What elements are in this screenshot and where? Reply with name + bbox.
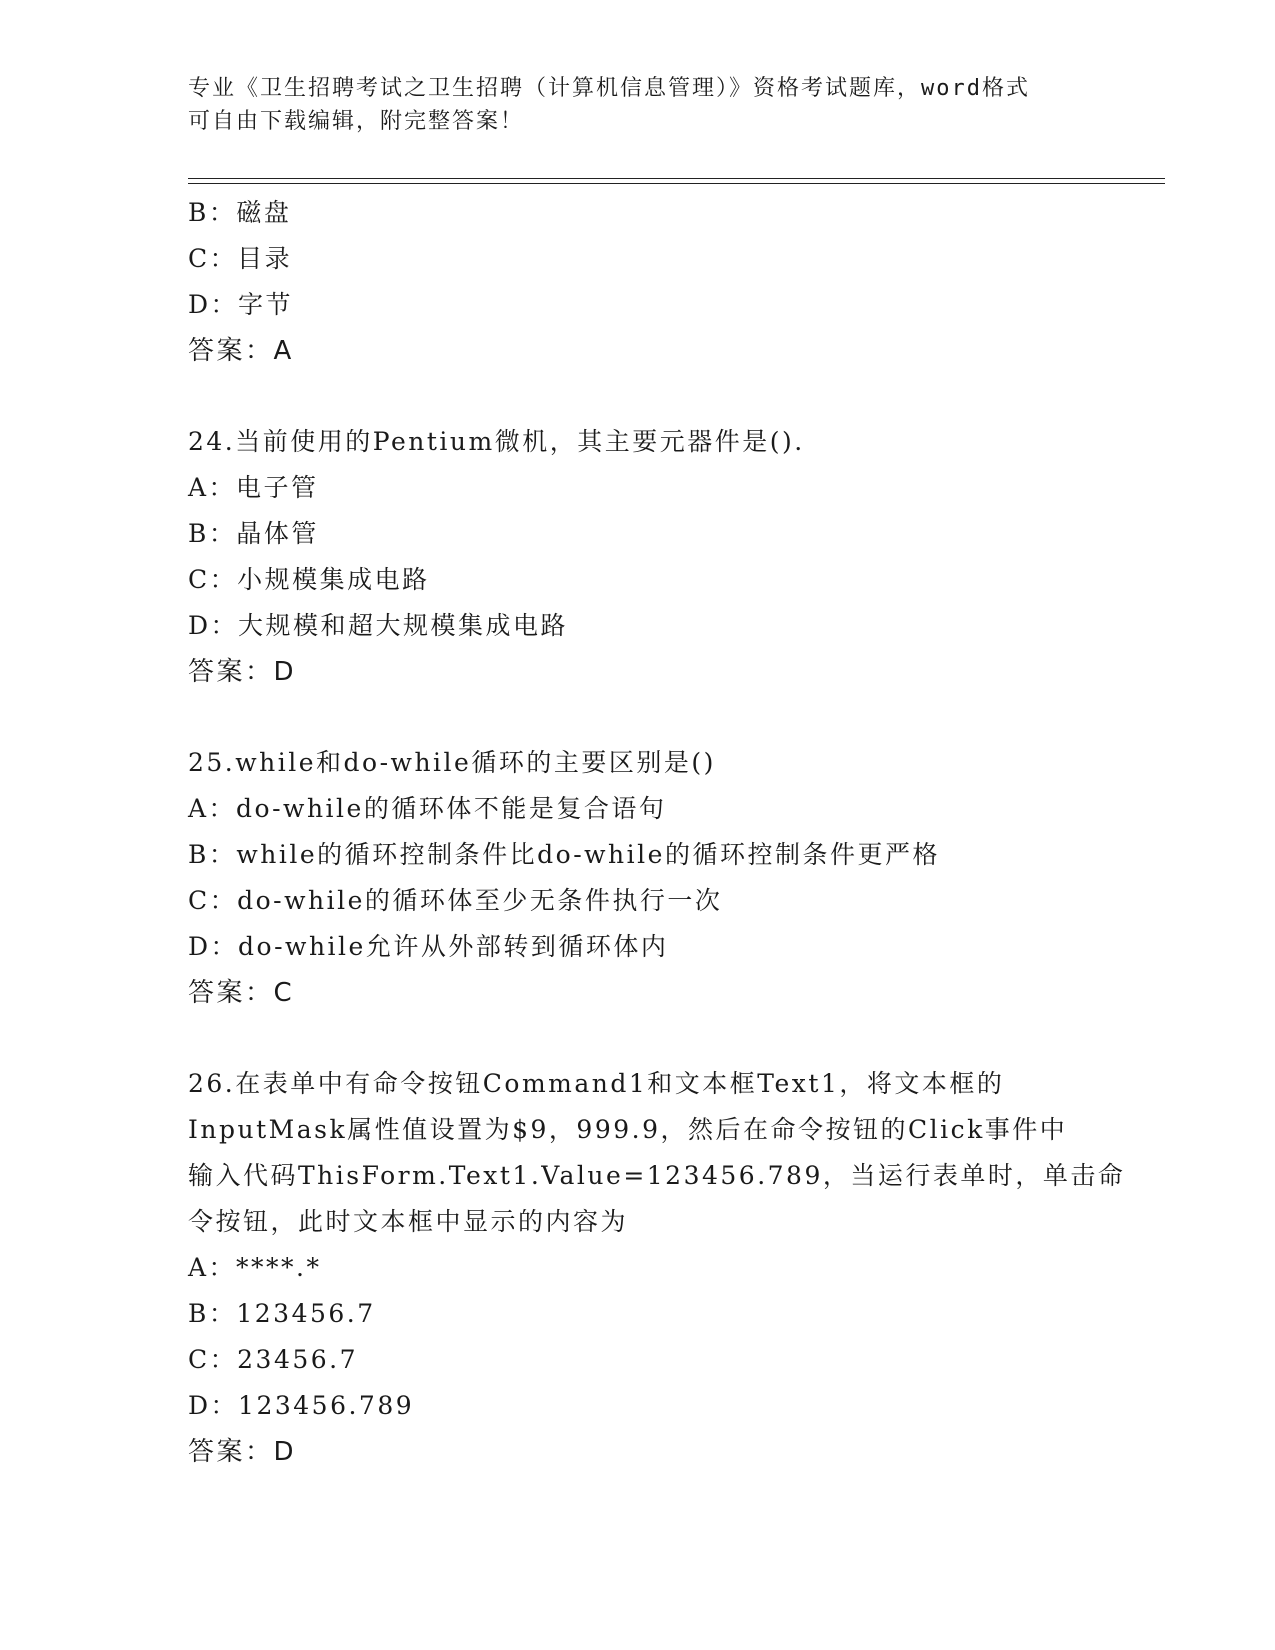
option-d: D：字节 [188, 290, 294, 319]
option-c: C：小规模集成电路 [188, 565, 430, 594]
option-b: B：123456.7 [188, 1299, 376, 1328]
page-header [188, 72, 1088, 138]
question-text: 24.当前使用的Pentium微机，其主要元器件是(). [188, 427, 805, 456]
header-double-rule [188, 178, 1165, 184]
question-text: 25.while和do-while循环的主要区别是() [188, 748, 716, 777]
option-c: C：目录 [188, 244, 293, 273]
option-a: A：do-while的循环体不能是复合语句 [188, 794, 667, 823]
option-c: C：23456.7 [188, 1345, 359, 1374]
answer-line: 答案：D [188, 1437, 297, 1467]
question-content [188, 190, 1126, 1475]
question-text-line-2: InputMask属性值设置为$9，999.9，然后在命令按钮的Click事件中 [188, 1115, 1068, 1144]
spacer [188, 695, 1088, 740]
option-b: B：晶体管 [188, 519, 319, 548]
option-a: A：电子管 [188, 473, 319, 502]
question-26 [188, 1061, 1126, 1475]
header-line-1: 专业《卫生招聘考试之卫生招聘（计算机信息管理）》资格考试题库，word格式 [188, 76, 1030, 101]
answer-line: 答案：A [188, 336, 294, 366]
question-text-line-4: 令按钮，此时文本框中显示的内容为 [188, 1207, 629, 1236]
previous-question-tail [188, 190, 1088, 374]
question-25 [188, 740, 1088, 1016]
header-line-2: 可自由下载编辑，附完整答案！ [188, 109, 525, 134]
answer-line: 答案：C [188, 978, 295, 1008]
option-d: D：123456.789 [188, 1391, 415, 1420]
option-b: B：while的循环控制条件比do-while的循环控制条件更严格 [188, 840, 940, 869]
question-text-line-3: 输入代码ThisForm.Text1.Value=123456.789，当运行表单时，单击命 [188, 1161, 1126, 1190]
spacer [188, 374, 1088, 419]
option-d: D：大规模和超大规模集成电路 [188, 611, 569, 640]
spacer [188, 1016, 1088, 1061]
option-c: C：do-while的循环体至少无条件执行一次 [188, 886, 723, 915]
option-a: A：****.* [188, 1253, 322, 1282]
option-d: D：do-while允许从外部转到循环体内 [188, 932, 669, 961]
option-b: B：磁盘 [188, 198, 292, 227]
question-text-line-1: 26.在表单中有命令按钮Command1和文本框Text1，将文本框的 [188, 1069, 1005, 1098]
question-24 [188, 419, 1088, 695]
answer-line: 答案：D [188, 657, 297, 687]
